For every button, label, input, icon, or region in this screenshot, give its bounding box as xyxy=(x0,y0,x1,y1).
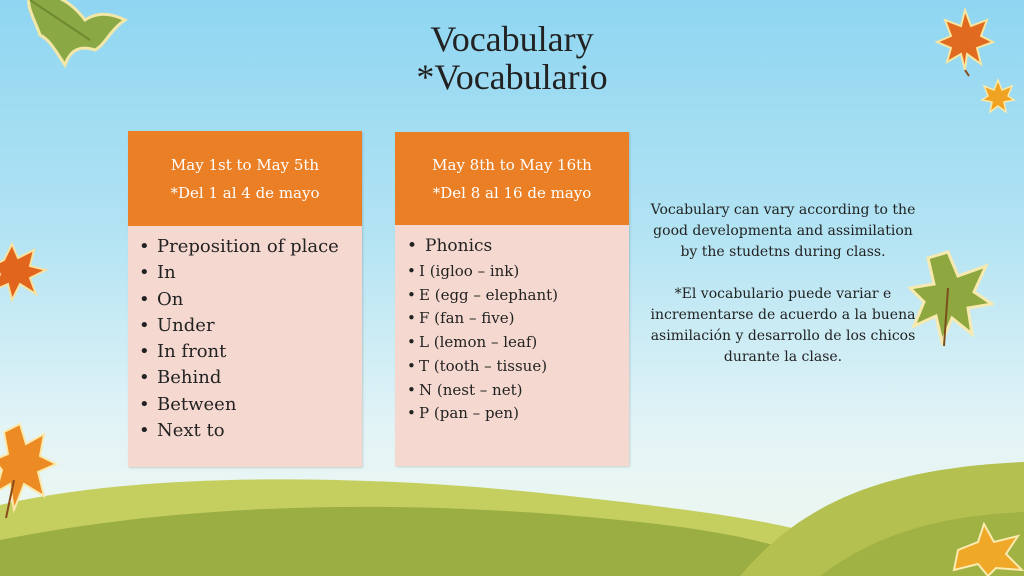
vocabulary-card-week-1 xyxy=(128,131,362,467)
list-item: • Under xyxy=(157,313,362,339)
slide-title xyxy=(312,20,712,96)
maple-leaf-icon xyxy=(980,78,1016,114)
maple-leaf-icon xyxy=(0,420,58,520)
card-date-english: May 1st to May 5th xyxy=(170,155,320,174)
note-english: Vocabulary can vary according to the good developmenta and assimilation by the studetns during class. xyxy=(650,202,916,260)
card-date-spanish: *Del 1 al 4 de mayo xyxy=(170,183,320,202)
note-spanish: *El vocabulario puede variar e incrementarse de acuerdo a la buena asimilación y desarrollo de los chicos durante la clase. xyxy=(650,286,916,365)
list-item: • In xyxy=(157,260,362,286)
vocabulary-card-week-2 xyxy=(395,132,629,466)
list-heading-item: • Phonics xyxy=(425,233,629,260)
vocabulary-list xyxy=(128,226,362,444)
list-item: • In front xyxy=(157,339,362,365)
card-date-english: May 8th to May 16th xyxy=(432,155,592,174)
card-header xyxy=(128,131,362,226)
title-line-english: Vocabulary xyxy=(430,19,594,59)
list-item: • T (tooth – tissue) xyxy=(419,355,623,379)
list-item: • P (pan – pen) xyxy=(419,402,623,426)
card-date-spanish: *Del 8 al 16 de mayo xyxy=(432,183,592,202)
phonics-list xyxy=(395,225,629,426)
list-item: • E (egg – elephant) xyxy=(419,284,623,308)
list-item: • Next to xyxy=(157,418,362,444)
title-line-spanish: *Vocabulario xyxy=(416,57,608,97)
autumn-leaf-icon xyxy=(10,0,130,70)
list-item: • Between xyxy=(157,392,362,418)
maple-leaf-icon xyxy=(0,240,48,302)
list-item: • F (fan – five) xyxy=(419,307,623,331)
list-item: • Preposition of place xyxy=(157,234,362,260)
list-item: • I (igloo – ink) xyxy=(419,260,623,284)
maple-leaf-icon xyxy=(935,8,995,78)
vocabulary-note xyxy=(643,200,923,368)
maple-leaf-icon xyxy=(948,520,1024,576)
list-item: • L (lemon – leaf) xyxy=(419,331,623,355)
list-item: • N (nest – net) xyxy=(419,379,623,403)
list-item: • On xyxy=(157,287,362,313)
card-header xyxy=(395,132,629,225)
list-item: • Behind xyxy=(157,365,362,391)
